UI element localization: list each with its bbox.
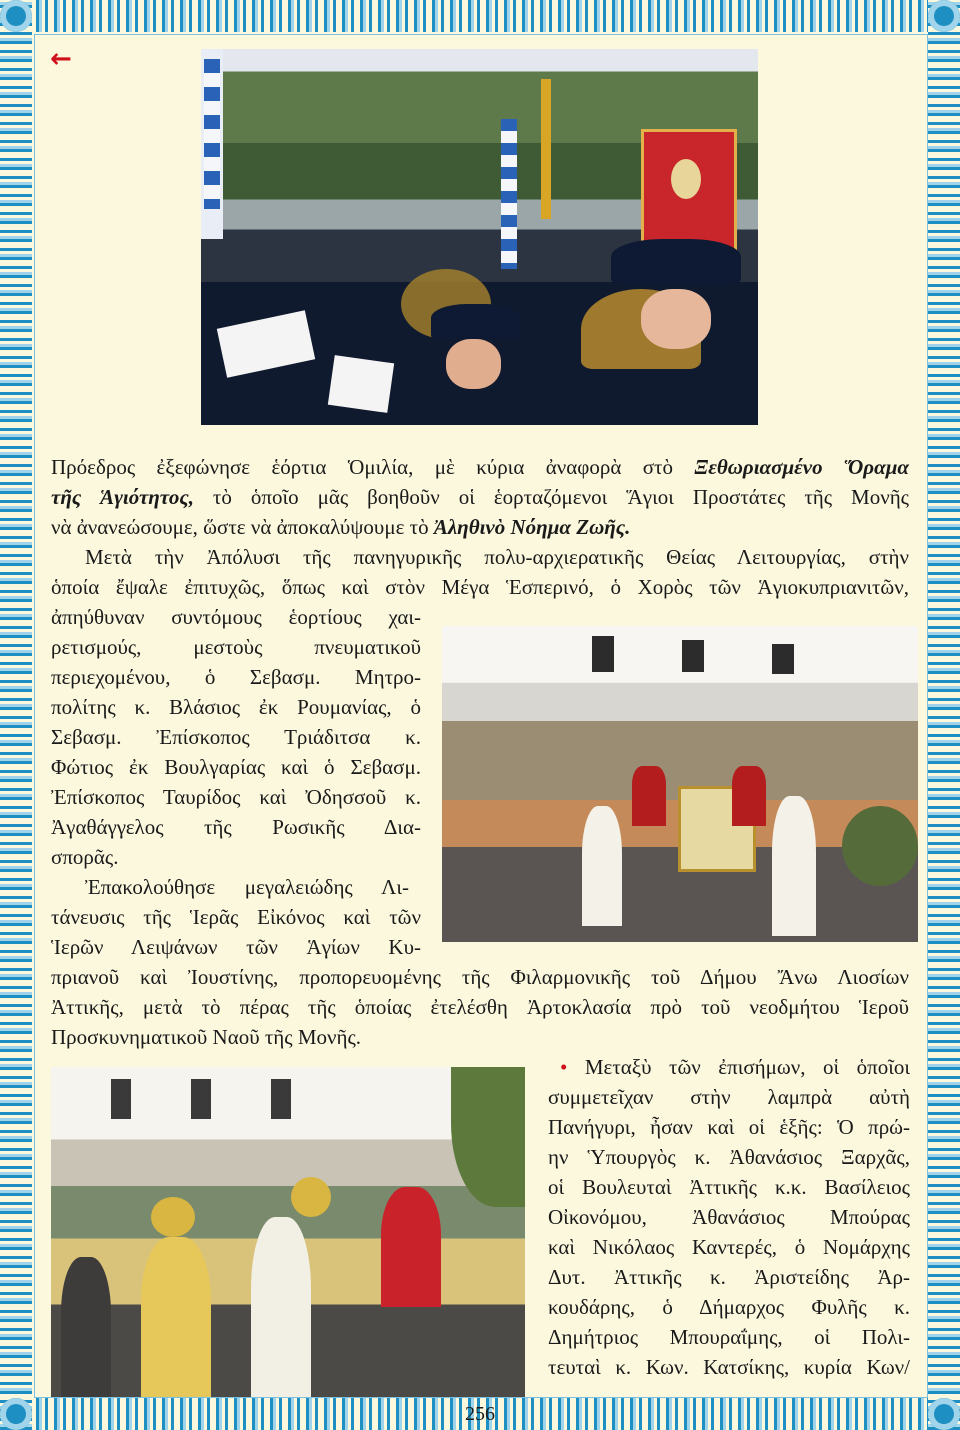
paragraph-line: Ἀγαθάγγελος τῆς Ρωσικῆς Δια- (51, 815, 421, 839)
paragraph-line: Πανήγυρι, ἦσαν καὶ οἱ ἑξῆς: Ὁ πρώ- (548, 1115, 910, 1139)
paragraph-line: πολίτης κ. Βλάσιος ἐκ Ρουμανίας, ὁ (51, 695, 421, 719)
corner-ornament (0, 1398, 32, 1430)
paragraph-line: Δυτ. Ἀττικῆς κ. Ἀριστείδης Ἀρ- (548, 1265, 910, 1289)
page-border-right (928, 0, 960, 1430)
paragraph-line: Μετὰ τὴν Ἀπόλυσι τῆς πανηγυρικῆς πολυ-αρχιερατικῆς Θείας Λειτουργίας, στὴν (85, 545, 909, 569)
page-border-top (0, 0, 960, 32)
paragraph-line: τῆς Ἁγιότητος, τὸ ὁποῖο μᾶς βοηθοῦν οἱ ἑορταζόμενοι Ἅγιοι Προστάτες τῆς Μονῆς (51, 485, 909, 509)
paragraph-line: Ἀττικῆς, μετὰ τὸ πέρας τῆς ὁποίας ἐτελέσθη Ἀρτοκλασία πρὸ τοῦ νεοδμήτου Ἱεροῦ (51, 995, 909, 1019)
paragraph-line: Πρόεδρος ἐξεφώνησε ἑόρτια Ὁμιλία, μὲ κύρια ἀναφορὰ στὸ Ξεθωριασμένο Ὅραμα (51, 455, 909, 479)
paragraph-line: ὁποία ἔψαλε ἐπιτυχῶς, ὅπως καὶ στὸν Μέγα Ἑσπερινό, ὁ Χορὸς τῶν Ἁγιοκυπριανιτῶν, (51, 575, 909, 599)
paragraph-line: πριανοῦ καὶ Ἰουστίνης, προπορευομένης τῆς Φιλαρμονικῆς τοῦ Δήμου Ἄνω Λιοσίων (51, 965, 909, 989)
paragraph-line: Δημήτριος Μπουραΐμης, οἱ Πολι- (548, 1325, 910, 1349)
corner-ornament (0, 0, 32, 32)
paragraph-line: ἀπηύθυναν συντόμους ἑορτίους χαι- (51, 605, 421, 629)
page-border-left (0, 0, 32, 1430)
paragraph-line: περιεχομένου, ὁ Σεβασμ. Μητρο- (51, 665, 421, 689)
paragraph-line: κουδάρης, ὁ Δήμαρχος Φυλῆς κ. (548, 1295, 910, 1319)
photo-marching-band (201, 49, 758, 425)
photo-procession (442, 626, 918, 942)
paragraph-line: σπορᾶς. (51, 845, 119, 869)
paragraph-line: Φώτιος ἐκ Βουλγαρίας καὶ ὁ Σεβασμ. (51, 755, 421, 779)
paragraph-line: τάνευσις τῆς Ἱερᾶς Εἰκόνος καὶ τῶν (51, 905, 421, 929)
paragraph-line: ην Ὑπουργὸς κ. Ἀθανάσιος Ξαρχᾶς, (548, 1145, 910, 1169)
paragraph-line: οἱ Βουλευταὶ Ἀττικῆς κ.κ. Βασίλειος (548, 1175, 910, 1199)
bullet-icon: • (560, 1055, 568, 1079)
paragraph-line: Ἱερῶν Λειψάνων τῶν Ἁγίων Κυ- (51, 935, 421, 959)
photo-hierarchs (51, 1067, 525, 1397)
paragraph-line: συμμετεῖχαν στὴν λαμπρὰ αὐτὴ (548, 1085, 910, 1109)
paragraph-line: • Μεταξὺ τῶν ἐπισήμων, οἱ ὁποῖοι (560, 1055, 911, 1079)
paragraph-line: Προσκυνηματικοῦ Ναοῦ τῆς Μονῆς. (51, 1025, 362, 1049)
paragraph-line: Σεβασμ. Ἐπίσκοπος Τριάδιτσα κ. (51, 725, 421, 749)
paragraph-line: καὶ Νικόλαος Καντερές, ὁ Νομάρχης (548, 1235, 910, 1259)
paragraph-line: Ἐπίσκοπος Ταυρίδος καὶ Ὀδησσοῦ κ. (51, 785, 421, 809)
paragraph-line: τευταὶ κ. Κων. Κατσίκης, κυρία Κων/ (548, 1355, 910, 1379)
paragraph-line: Ἐπακολούθησε μεγαλειώδης Λι- (85, 875, 409, 899)
paragraph-line: Οἰκονόμου, Ἀθανάσιος Μπούρας (548, 1205, 910, 1229)
paragraph-line: νὰ ἀνανεώσουμε, ὥστε νὰ ἀποκαλύψουμε τὸ Ἀληθινὸ Νόημα Ζωῆς. (51, 515, 631, 539)
page-number: 256 (465, 1403, 495, 1425)
corner-ornament (928, 0, 960, 32)
corner-ornament (928, 1398, 960, 1430)
paragraph-line: ρετισμούς, μεστοὺς πνευματικοῦ (51, 635, 421, 659)
back-arrow-icon[interactable]: ← (50, 44, 72, 74)
